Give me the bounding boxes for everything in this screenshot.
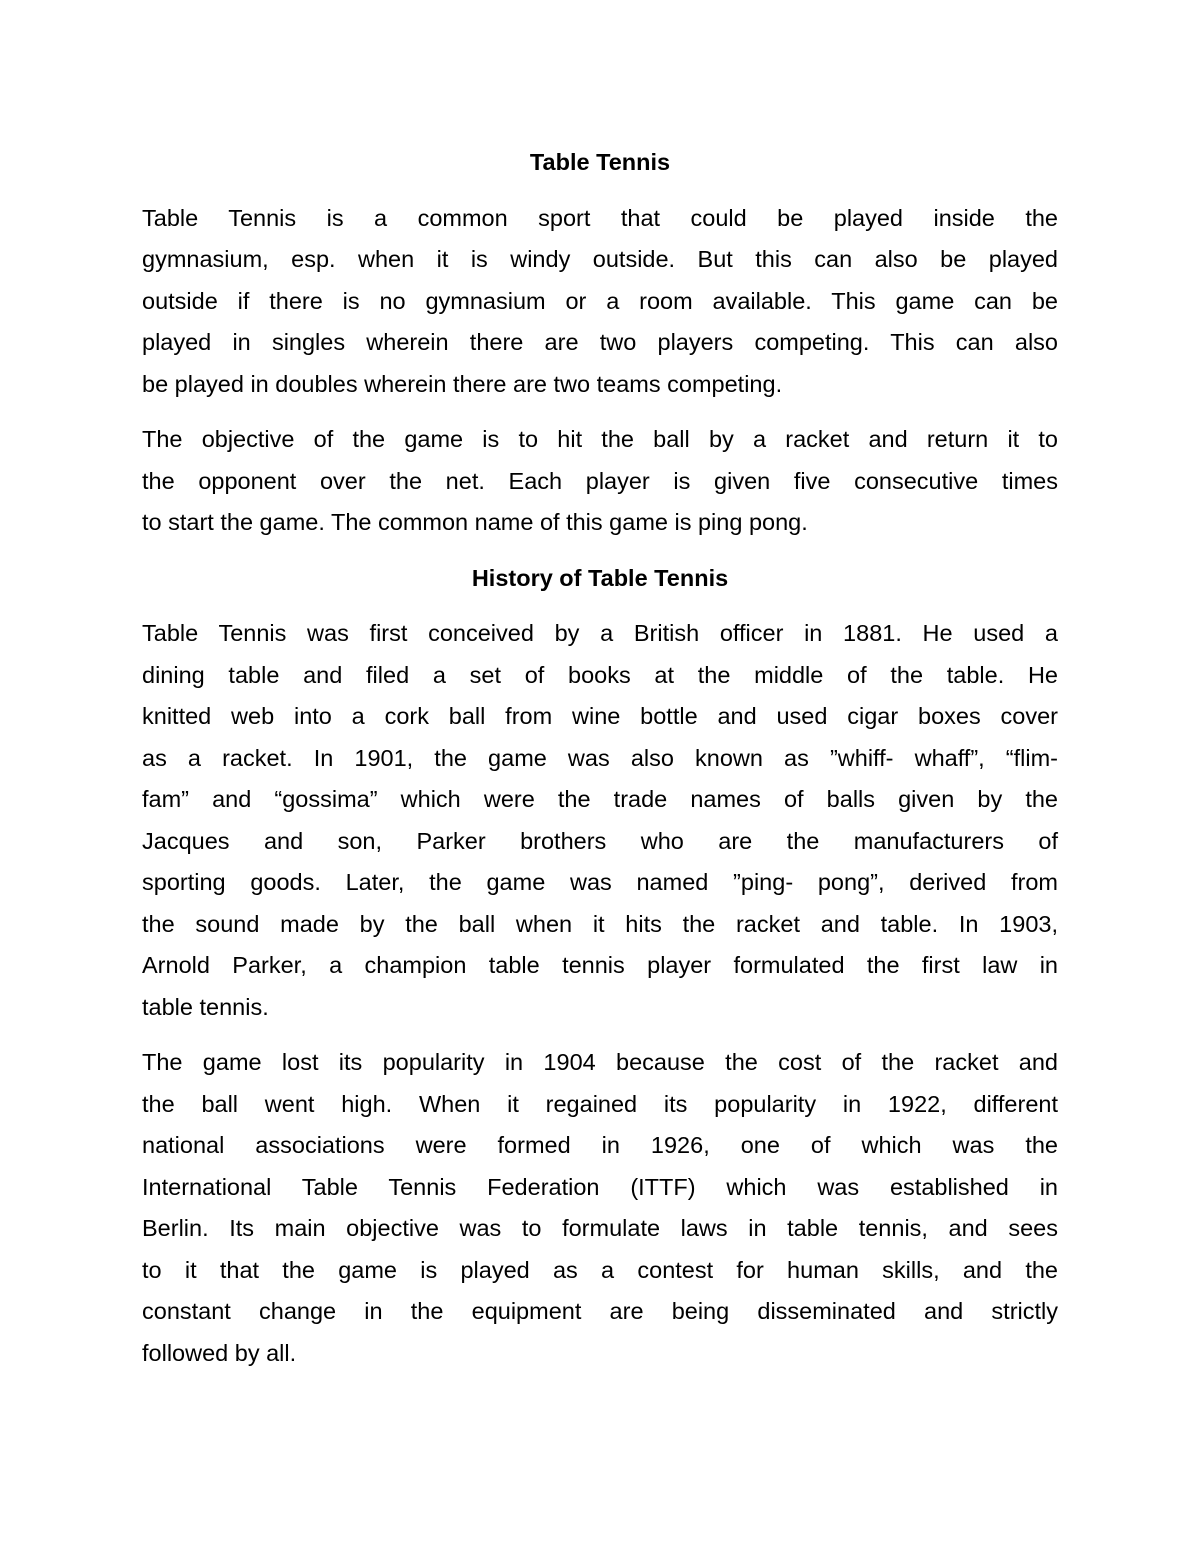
text-line: Jacques and son, Parker brothers who are the manufacturers of <box>142 827 1058 854</box>
text-line: The objective of the game is to hit the ball by a racket and return it to <box>142 426 1058 452</box>
text-line: be played in doubles wherein there are two teams competing. <box>142 370 783 397</box>
text-line: the sound made by the ball when it hits the racket and table. In 1903, <box>142 910 1058 937</box>
text-line: Berlin. Its main objective was to formulate laws in table tennis, and sees <box>142 1215 1058 1241</box>
paragraph-objective <box>142 419 1058 544</box>
text-line: Table Tennis is a common sport that could be played inside the <box>142 204 1058 231</box>
text-line: as a racket. In 1901, the game was also known as ”whiff- whaff”, “flim- <box>142 744 1058 771</box>
text-line: dining table and filed a set of books at the middle of the table. He <box>142 661 1058 688</box>
document-content <box>142 142 1058 1374</box>
text-line: Table Tennis was first conceived by a British officer in 1881. He used a <box>142 620 1058 646</box>
paragraph-intro <box>142 198 1058 406</box>
text-line: played in singles wherein there are two players competing. This can also <box>142 329 1058 355</box>
title-table-tennis: Table Tennis <box>529 149 671 175</box>
text-line: to start the game. The common name of this game is ping pong. <box>142 509 808 535</box>
text-line: followed by all. <box>142 1339 297 1366</box>
text-line: International Table Tennis Federation (ITTF) which was established in <box>142 1173 1058 1200</box>
text-line: gymnasium, esp. when it is windy outside. But this can also be played <box>142 246 1058 272</box>
text-line: constant change in the equipment are being disseminated and strictly <box>142 1298 1058 1324</box>
text-line: outside if there is no gymnasium or a room available. This game can be <box>142 287 1058 314</box>
text-line: to it that the game is played as a contest for human skills, and the <box>142 1256 1058 1283</box>
text-line: The game lost its popularity in 1904 because the cost of the racket and <box>142 1049 1058 1075</box>
paragraph-popularity <box>142 1042 1058 1374</box>
paragraph-history <box>142 613 1058 1028</box>
text-line: Arnold Parker, a champion table tennis player formulated the first law in <box>142 952 1058 978</box>
heading-history: History of Table Tennis <box>471 564 729 591</box>
text-line: the ball went high. When it regained its popularity in 1922, different <box>142 1090 1058 1117</box>
text-line: fam” and “gossima” which were the trade names of balls given by the <box>142 786 1058 812</box>
text-line: sporting goods. Later, the game was named ”ping- pong”, derived from <box>142 869 1058 895</box>
text-line: knitted web into a cork ball from wine bottle and used cigar boxes cover <box>142 703 1058 729</box>
text-line: table tennis. <box>142 993 269 1020</box>
text-line: the opponent over the net. Each player is given five consecutive times <box>142 467 1058 494</box>
text-line: national associations were formed in 1926, one of which was the <box>142 1132 1058 1158</box>
